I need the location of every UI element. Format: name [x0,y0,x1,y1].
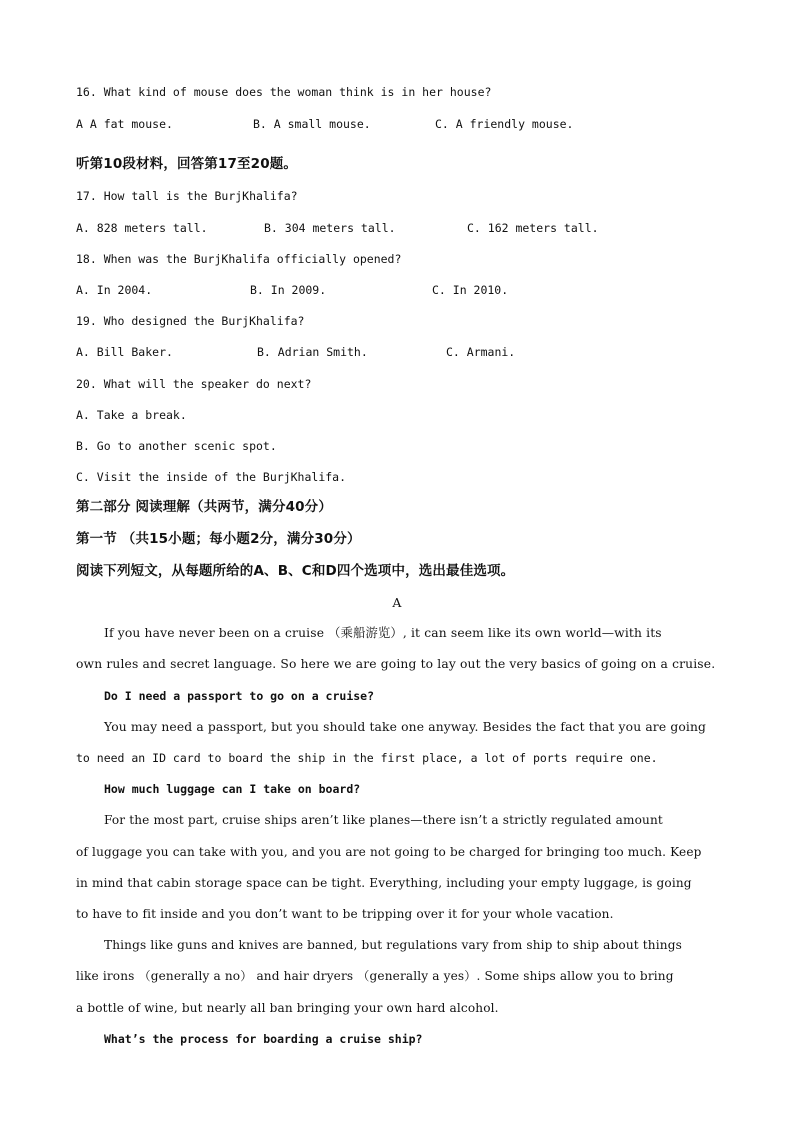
section-1-heading: 第一节 （共15小题；每小题2分，满分30分） [76,531,361,547]
option-b: B. A small mouse. [253,117,371,131]
paragraph-3-line-4: to have to fit inside and you don’t want to be tripping over it for your whole vacation. [76,907,614,921]
paragraph-1-line-1: If you have never been on a cruise （乘船游览）, it can seem like its own world—with its [104,626,662,640]
option-c: C. 162 meters tall. [467,221,599,235]
part-2-heading: 第二部分 阅读理解（共两节，满分40分） [76,499,332,515]
question-20: 20. What will the speaker do next? [76,377,312,391]
paragraph-4-line-3: a bottle of wine, but nearly all ban bringing your own hard alcohol. [76,1001,499,1015]
paragraph-2-line-2: to need an ID card to board the ship in the first place, a lot of ports require one. [76,751,658,765]
option-a: A A fat mouse. [76,117,173,131]
option-c: C. Armani. [446,345,516,359]
question-17: 17. How tall is the BurjKhalifa? [76,189,298,203]
subheading-boarding: What’s the process for boarding a cruise ship? [104,1032,423,1046]
option-c: C. A friendly mouse. [435,117,574,131]
question-19: 19. Who designed the BurjKhalifa? [76,314,305,328]
passage-letter: A [392,595,402,610]
paragraph-1-line-2: own rules and secret language. So here we are going to lay out the very basics of going on a cruise. [76,657,716,671]
section-10-heading: 听第10段材料，回答第17至20题。 [76,156,298,172]
paragraph-3-line-1: For the most part, cruise ships aren’t like planes—there isn’t a strictly regulated amount [104,813,663,827]
paragraph-4-line-1: Things like guns and knives are banned, but regulations vary from ship to ship about things [104,938,682,952]
option-a: A. 828 meters tall. [76,221,208,235]
question-20-option-a: A. Take a break. [76,408,187,422]
paragraph-3-line-2: of luggage you can take with you, and you are not going to be charged for bringing too much. Keep [76,845,702,859]
option-a: A. In 2004. [76,283,153,297]
question-18: 18. When was the BurjKhalifa officially opened? [76,252,402,266]
paragraph-4-line-2: like irons （generally a no） and hair dryers （generally a yes）. Some ships allow you to bring [76,969,674,983]
question-20-option-b: B. Go to another scenic spot. [76,439,277,453]
subheading-passport: Do I need a passport to go on a cruise? [104,689,375,703]
option-a: A. Bill Baker. [76,345,173,359]
option-b: B. Adrian Smith. [257,345,368,359]
option-b: B. 304 meters tall. [264,221,396,235]
paragraph-3-line-3: in mind that cabin storage space can be tight. Everything, including your empty luggage, is going [76,876,692,890]
option-b: B. In 2009. [250,283,327,297]
instructions: 阅读下列短文，从每题所给的A、B、C和D四个选项中，选出最佳选项。 [76,563,515,579]
subheading-luggage: How much luggage can I take on board? [104,782,361,796]
paragraph-2-line-1: You may need a passport, but you should take one anyway. Besides the fact that you are going [104,720,707,734]
question-20-option-c: C. Visit the inside of the BurjKhalifa. [76,470,347,484]
question-16: 16. What kind of mouse does the woman think is in her house? [76,85,492,99]
option-c: C. In 2010. [432,283,509,297]
